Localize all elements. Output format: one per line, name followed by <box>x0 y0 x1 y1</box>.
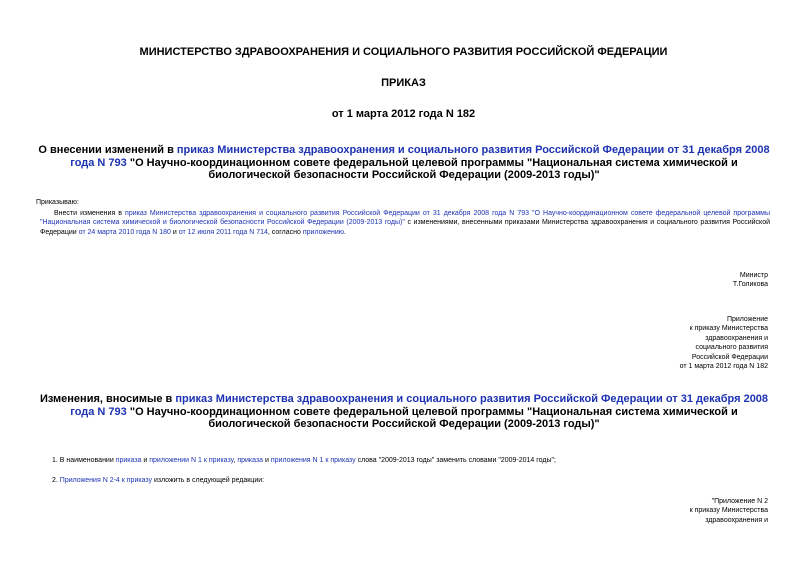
para1-text-2: с изменениями, внесенными приказами Министерства здравоохранения и социального развития Российской Федерации <box>40 219 770 236</box>
document-type: ПРИКАЗ <box>381 77 426 89</box>
item1-text-3: , <box>233 457 238 464</box>
document-date-number: от 1 марта 2012 года N 182 <box>331 108 476 120</box>
item1-text-5: слова "2009-2013 годы" заменить словами "2009-2014 годы"; <box>355 457 556 464</box>
para1-order-2010-link[interactable]: от 24 марта 2010 года N 180 <box>78 228 171 236</box>
signature-position: Министр <box>739 272 768 279</box>
change-item-1 <box>52 456 772 465</box>
item2-text-1: 2. <box>52 477 60 484</box>
appendix-line-6: от 1 марта 2012 года N 182 <box>679 363 768 371</box>
title-prefix: О внесении изменений в <box>38 144 177 156</box>
appendix-reference <box>568 315 768 371</box>
para1-appendix-link[interactable]: приложению <box>302 228 345 236</box>
item1-appendix-link[interactable]: приложении N 1 к приказу <box>149 457 234 464</box>
para1-order-link[interactable]: приказ Министерства здравоохранения и социального развития Российской Федерации от 31 декабря 2008 года N 793 "О Научно-координационном совете федеральной целевой программы "Национальная система химической и биологической безопасности Российской Федерации (2009-2013 годы)" <box>40 210 770 227</box>
changes-title <box>36 393 772 431</box>
para1-text-1: Внести изменения в <box>54 210 126 217</box>
signature-block <box>568 271 768 290</box>
title-suffix: "О Научно-координационном совете федеральной целевой программы "Национальная система химической и биологической безопасности Российской Федерации (2009-2013 годы)" <box>126 156 738 181</box>
para1-text-4: , согласно <box>267 228 303 236</box>
signature-name: Т.Голикова <box>732 281 768 289</box>
appendix-2-line-3: здравоохранения и <box>705 516 768 524</box>
changes-title-prefix: Изменения, вносимые в <box>39 393 176 405</box>
item1-text-1: 1. В наименовании <box>52 457 116 464</box>
document-title <box>36 144 772 182</box>
changes-title-suffix: "О Научно-координационном совете федеральной целевой программы "Национальная система химической и биологической безопасности Российской Федерации (2009-2013 годы)" <box>126 405 738 430</box>
item1-order-link-2[interactable]: приказа <box>237 457 264 464</box>
item1-text-4: и <box>263 457 271 464</box>
appendix-line-2: к приказу Министерства <box>689 325 768 333</box>
appendix-line-1: Приложение <box>726 316 768 323</box>
order-intro: Приказываю: <box>36 199 79 206</box>
appendix-line-5: Российской Федерации <box>691 353 768 361</box>
appendix-line-3: здравоохранения и <box>705 334 768 342</box>
appendix-2-line-1: "Приложение N 2 <box>711 498 768 505</box>
item1-text-2: и <box>141 457 150 464</box>
order-paragraph-1 <box>40 209 770 237</box>
item1-appendix-link-2[interactable]: приложения N 1 к приказу <box>270 457 356 464</box>
item2-text-2: изложить в следующей редакции: <box>152 477 265 484</box>
change-item-2 <box>52 476 264 485</box>
item1-order-link[interactable]: приказа <box>115 457 142 464</box>
para1-order-2011-link[interactable]: от 12 июля 2011 года N 714 <box>178 228 268 236</box>
appendix-line-4: социального развития <box>695 344 768 352</box>
para1-text-3: и <box>170 228 179 236</box>
ministry-heading: МИНИСТЕРСТВО ЗДРАВООХРАНЕНИЯ И СОЦИАЛЬНОГО РАЗВИТИЯ РОССИЙСКОЙ ФЕДЕРАЦИИ <box>139 46 668 58</box>
changes-title-order-link[interactable]: приказ Министерства здравоохранения и социального развития Российской Федерации от 31 декабря 2008 года N 793 <box>70 393 769 418</box>
item2-appendices-link[interactable]: Приложения N 2-4 к приказу <box>59 477 153 484</box>
para1-text-5: . <box>344 228 346 236</box>
appendix-2-line-2: к приказу Министерства <box>689 507 768 515</box>
title-order-link[interactable]: приказ Министерства здравоохранения и социального развития Российской Федерации от 31 декабря 2008 года N 793 <box>70 144 770 169</box>
appendix-2-reference <box>568 497 768 525</box>
